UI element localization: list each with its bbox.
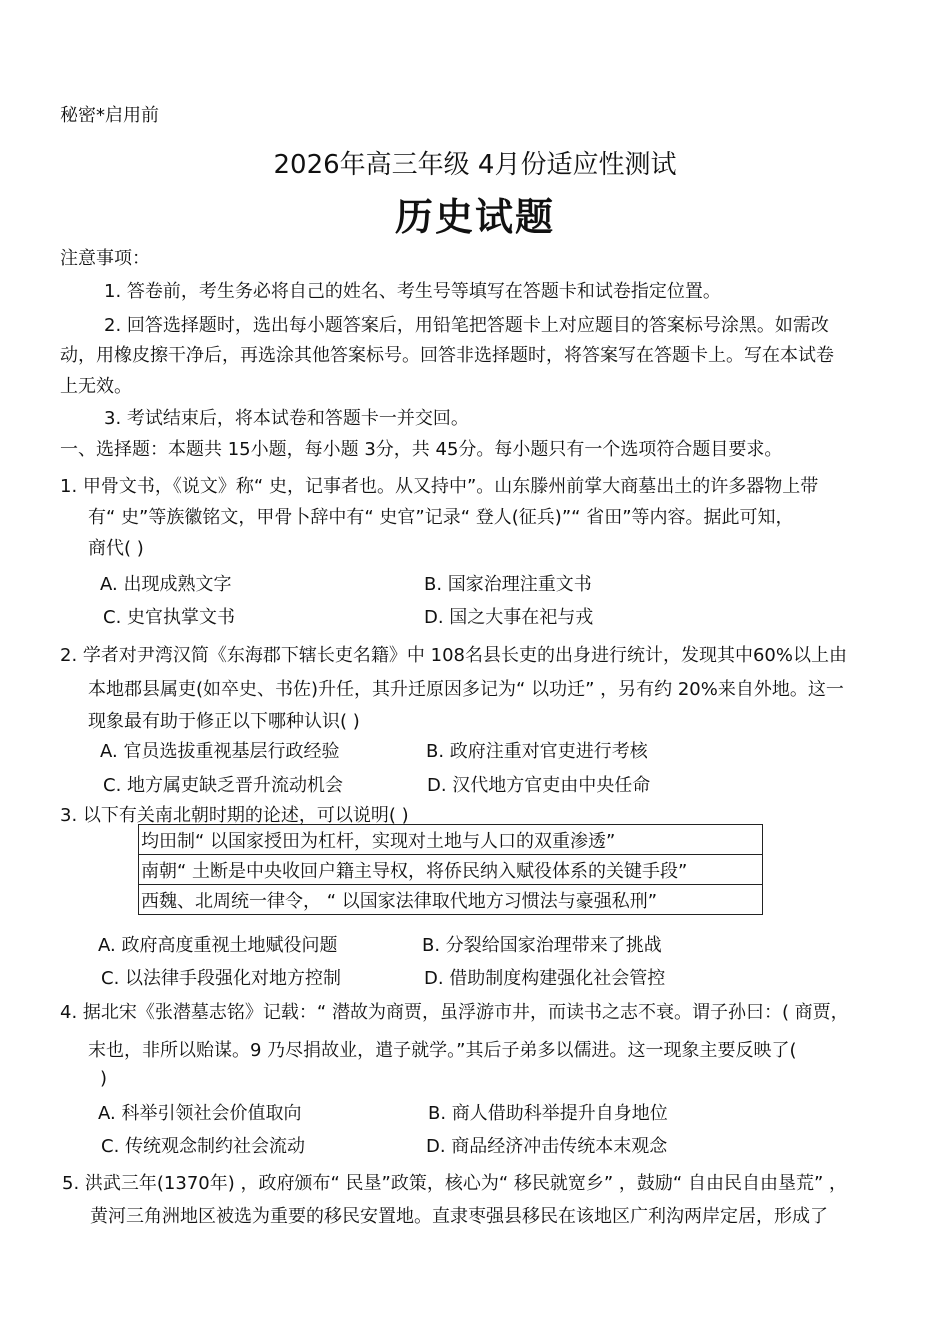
question-2-option-b: B. 政府注重对官吏进行考核: [426, 741, 648, 762]
question-2-option-c: C. 地方属吏缺乏晋升流动机会: [103, 775, 344, 796]
question-2-option-d: D. 汉代地方官吏由中央任命: [427, 775, 651, 796]
question-2-line-3: 现象最有助于修正以下哪种认识( ): [88, 711, 360, 732]
note-1: 1. 答卷前，考生务必将自己的姓名、考生号等填写在答题卡和试卷指定位置。: [104, 281, 721, 302]
subject-title: 历史试题: [394, 195, 555, 239]
question-5-line-2: 黄河三角洲地区被选为重要的移民安置地。直隶枣强县移民在该地区广利沟两岸定居，形成了: [90, 1206, 828, 1227]
note-2-line-2: 动，用橡皮擦干净后，再选涂其他答案标号。回答非选择题时，将答案写在答题卡上。写在本试卷: [60, 345, 834, 366]
question-3-stem: 3. 以下有关南北朝时期的论述，可以说明( ): [60, 805, 409, 826]
question-5-line-1: 5. 洪武三年(1370年) ，政府颁布“ 民垦”政策，核心为“ 移民就宽乡” ，鼓励“ 自由民自由垦荒” ，: [62, 1173, 848, 1194]
question-3-option-c: C. 以法律手段强化对地方控制: [101, 968, 342, 989]
question-1-option-a: A. 出现成熟文字: [100, 574, 232, 595]
question-4-line-3: ): [100, 1068, 108, 1089]
notes-heading: 注意事项：: [60, 248, 150, 269]
table-row: [139, 885, 763, 915]
table-cell: 均田制“ 以国家授田为杠杆，实现对土地与人口的双重渗透”: [139, 825, 763, 855]
exam-title: 2026年高三年级 4月份适应性测试: [273, 150, 677, 180]
question-3-option-a: A. 政府高度重视土地赋役问题: [98, 935, 338, 956]
question-2-line-1: 2. 学者对尹湾汉简《东海郡下辖长吏名籍》中 108名县长吏的出身进行统计，发现其中60%以上由: [60, 645, 847, 666]
note-2-line-3: 上无效。: [60, 376, 132, 397]
table-row: [139, 855, 763, 885]
question-3-option-b: B. 分裂给国家治理带来了挑战: [422, 935, 662, 956]
question-4-option-b: B. 商人借助科举提升自身地位: [428, 1103, 668, 1124]
question-4-option-d: D. 商品经济冲击传统本末观念: [426, 1136, 668, 1157]
question-3-table: [138, 824, 763, 915]
confidential-mark: 秘密*启用前: [60, 105, 159, 126]
question-1-option-d: D. 国之大事在祀与戎: [424, 607, 594, 628]
question-4-line-1: 4. 据北宋《张潜墓志铭》记载：“ 潜故为商贾，虽浮游市井，而读书之志不衰。谓子孙曰：( 商贾，: [60, 1002, 849, 1023]
question-1-line-1: 1. 甲骨文书，《说文》称“ 史，记事者也。从又持中”。山东滕州前掌大商墓出土的许多器物上带: [60, 476, 819, 497]
table-cell: 西魏、北周统一律令， “ 以国家法律取代地方习惯法与豪强私刑”: [139, 885, 763, 915]
question-4-option-a: A. 科举引领社会价值取向: [98, 1103, 302, 1124]
question-1-option-b: B. 国家治理注重文书: [424, 574, 592, 595]
table-row: [139, 825, 763, 855]
question-4-line-2: 末也，非所以贻谋。9 乃尽捐故业，遣子就学。”其后子弟多以儒进。这一现象主要反映了(: [88, 1040, 797, 1061]
section-heading: 一、选择题：本题共 15小题，每小题 3分，共 45分。每小题只有一个选项符合题目要求。: [60, 439, 783, 460]
question-2-line-2: 本地郡县属吏(如卒史、书佐)升任，其升迁原因多记为“ 以功迁” ，另有约 20%来自外地。这一: [88, 679, 844, 700]
note-3: 3. 考试结束后，将本试卷和答题卡一并交回。: [104, 408, 469, 429]
question-1-option-c: C. 史官执掌文书: [103, 607, 236, 628]
note-2-line-1: 2. 回答选择题时，选出每小题答案后，用铅笔把答题卡上对应题目的答案标号涂黑。如需改: [104, 315, 829, 336]
question-2-option-a: A. 官员选拔重视基层行政经验: [100, 741, 340, 762]
question-1-line-2: 有“ 史”等族徽铭文，甲骨卜辞中有“ 史官”记录“ 登人(征兵)”“ 省田”等内容。据此可知，: [88, 507, 794, 528]
question-1-line-3: 商代( ): [88, 538, 144, 559]
question-3-option-d: D. 借助制度构建强化社会管控: [424, 968, 666, 989]
question-4-option-c: C. 传统观念制约社会流动: [101, 1136, 306, 1157]
table-cell: 南朝“ 土断是中央收回户籍主导权，将侨民纳入赋役体系的关键手段”: [139, 855, 763, 885]
